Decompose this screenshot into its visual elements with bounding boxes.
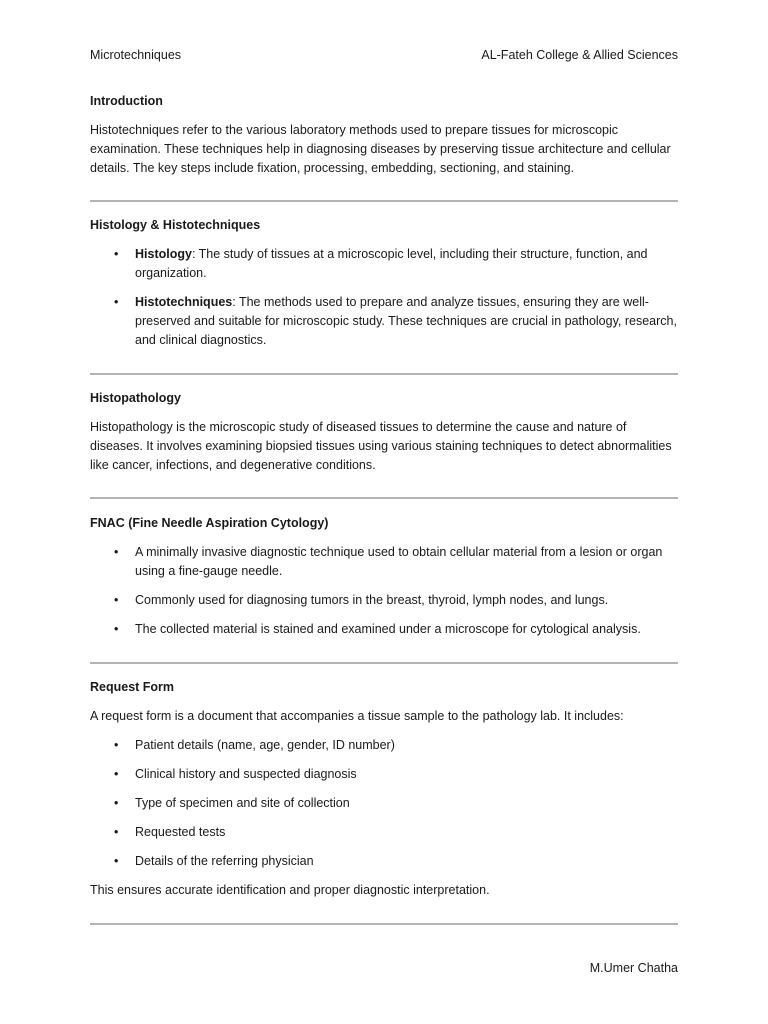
divider: [90, 923, 678, 925]
section-body: Histotechniques refer to the various laboratory methods used to prepare tissues for microscopic examination. These techniques help in diagnosing diseases by preserving tissue architecture and cellular details. The key steps include fixation, processing, embedding, sectioning, and staining.: [90, 123, 671, 175]
section-introduction: [90, 92, 678, 178]
list-item: [90, 293, 678, 350]
list-item: • Type of specimen and site of collection: [90, 794, 678, 813]
list-item: • Commonly used for diagnosing tumors in the breast, thyroid, lymph nodes, and lungs.: [90, 591, 678, 610]
list-item-term: Histotechniques: [135, 295, 233, 309]
list-item: • A minimally invasive diagnostic technique used to obtain cellular material from a lesion or organ using a fine-gauge needle.: [90, 543, 678, 581]
list-item: • Requested tests: [90, 823, 678, 842]
list-item: • Details of the referring physician: [90, 852, 678, 871]
section-title: Introduction: [90, 94, 163, 108]
footer-author: M.Umer Chatha: [589, 961, 678, 975]
divider: [90, 373, 678, 375]
section-title: Histology & Histotechniques: [90, 218, 261, 232]
histology-list: [90, 245, 678, 350]
section-outro: This ensures accurate identification and proper diagnostic interpretation.: [90, 883, 490, 897]
request-form-list: [90, 736, 678, 871]
page-footer: [90, 959, 678, 978]
list-item: • Clinical history and suspected diagnosis: [90, 765, 678, 784]
list-item: • Patient details (name, age, gender, ID number): [90, 736, 678, 755]
section-request-form: [90, 678, 678, 900]
section-title: FNAC (Fine Needle Aspiration Cytology): [90, 516, 329, 530]
list-item-term: Histology: [135, 247, 192, 261]
divider: [90, 662, 678, 664]
page-header: [90, 46, 678, 65]
fnac-list: [90, 543, 678, 639]
divider: [90, 200, 678, 202]
section-histopathology: [90, 389, 678, 475]
header-left: Microtechniques: [90, 48, 182, 62]
section-histology: [90, 216, 678, 350]
list-item: • The collected material is stained and examined under a microscope for cytological analysis.: [90, 620, 678, 639]
section-intro: A request form is a document that accompanies a tissue sample to the pathology lab. It includes:: [90, 709, 624, 723]
section-title: Request Form: [90, 680, 175, 694]
header-right: AL-Fateh College & Allied Sciences: [481, 48, 678, 62]
list-item-text: : The study of tissues at a microscopic level, including their structure, function, and organization.: [135, 247, 648, 280]
list-item-text: : The methods used to prepare and analyze tissues, ensuring they are well-preserved and suitable for microscopic study. These techniques are crucial in pathology, research, and clinical diagnostics.: [135, 295, 677, 347]
list-item: [90, 245, 678, 283]
divider: [90, 497, 678, 499]
section-body: Histopathology is the microscopic study of diseased tissues to determine the cause and nature of diseases. It involves examining biopsied tissues using various staining techniques to detect abnormalities like cancer, infections, and degenerative conditions.: [90, 420, 672, 472]
section-title: Histopathology: [90, 391, 181, 405]
section-fnac: [90, 514, 678, 639]
